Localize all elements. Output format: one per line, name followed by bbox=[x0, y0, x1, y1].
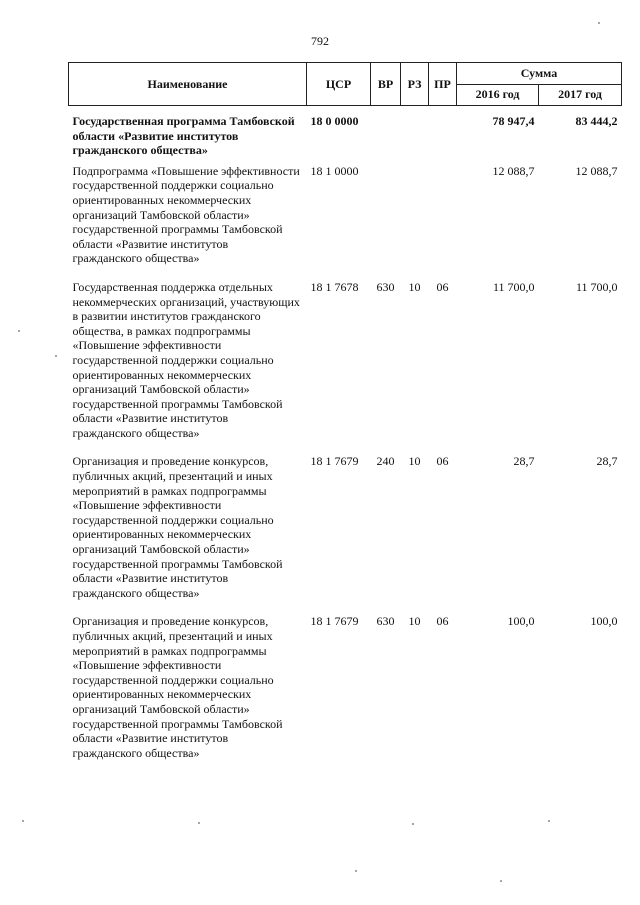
row-name: Государственная поддержка отдельных некоммерческих организаций, участвующих в развитии институтов гражданского общества, в рамках подпрограммы «Повышение эффективности государственной поддержки социально ориентированных некоммерческих организаций Тамбовской области» государственной программы Тамбовской области «Развитие институтов гражданского общества» bbox=[72, 279, 300, 440]
row-sum-2016: 28,7 bbox=[513, 454, 535, 469]
row-sum-2017: 100,0 bbox=[590, 614, 618, 629]
row-pr: 06 bbox=[436, 279, 449, 294]
row-sum-2016: 11 700,0 bbox=[492, 279, 535, 294]
scan-speck bbox=[18, 330, 20, 332]
row-pr: 06 bbox=[436, 614, 449, 629]
header-name: Наименование bbox=[69, 63, 307, 106]
header-pr: ПР bbox=[429, 63, 457, 106]
row-pr bbox=[429, 164, 457, 280]
row-name: Подпрограмма «Повышение эффективности государственной поддержки социально ориентированных некоммерческих организаций Тамбовской области» государственной программы Тамбовской области «Развитие институтов гражданского общества» bbox=[72, 163, 300, 266]
table-row bbox=[69, 454, 622, 614]
row-csr: 18 1 7679 bbox=[310, 614, 359, 629]
row-sum-2016: 100,0 bbox=[507, 614, 535, 629]
row-vr bbox=[371, 106, 401, 164]
row-rz bbox=[401, 164, 429, 280]
page-number: 792 bbox=[311, 34, 329, 48]
row-vr: 240 bbox=[376, 454, 395, 469]
row-rz: 10 bbox=[408, 279, 421, 294]
row-rz: 10 bbox=[408, 454, 421, 469]
row-rz: 10 bbox=[408, 614, 421, 629]
row-rz bbox=[401, 106, 429, 164]
row-vr bbox=[371, 164, 401, 280]
scan-speck bbox=[412, 823, 414, 825]
table-row bbox=[69, 106, 622, 164]
row-sum-2017: 12 088,7 bbox=[575, 163, 618, 178]
row-name: Организация и проведение конкурсов, публичных акций, презентаций и иных мероприятий в рамках подпрограммы «Повышение эффективности государственной поддержки социально ориентированных некоммерческих организаций Тамбовской области» государственной программы Тамбовской области «Развитие институтов гражданского общества» bbox=[72, 454, 283, 600]
row-sum-2016: 12 088,7 bbox=[492, 163, 535, 178]
header-year-2016: 2016 год bbox=[457, 84, 539, 106]
row-vr: 630 bbox=[376, 279, 395, 294]
row-sum-2017: 11 700,0 bbox=[575, 279, 618, 294]
header-vr: ВР bbox=[371, 63, 401, 106]
header-rz: РЗ bbox=[401, 63, 429, 106]
header-sum: Сумма bbox=[457, 63, 622, 85]
row-name: Организация и проведение конкурсов, публичных акций, презентаций и иных мероприятий в рамках подпрограммы «Повышение эффективности государственной поддержки социально ориентированных некоммерческих организаций Тамбовской области» государственной программы Тамбовской области «Развитие институтов гражданского общества» bbox=[72, 614, 283, 760]
row-vr: 630 bbox=[376, 614, 395, 629]
scan-speck bbox=[598, 22, 600, 24]
table-header bbox=[69, 63, 622, 106]
row-csr: 18 1 0000 bbox=[310, 163, 359, 178]
row-sum-2017: 83 444,2 bbox=[575, 114, 618, 128]
row-pr bbox=[429, 106, 457, 164]
table-row bbox=[69, 280, 622, 455]
scan-speck bbox=[355, 870, 357, 872]
scan-speck bbox=[55, 355, 57, 357]
row-csr: 18 1 7679 bbox=[310, 454, 359, 469]
table-row bbox=[69, 164, 622, 280]
scan-speck bbox=[500, 880, 502, 882]
header-year-2017: 2017 год bbox=[539, 84, 622, 106]
row-csr: 18 0 0000 bbox=[310, 114, 359, 128]
table-row bbox=[69, 614, 622, 774]
row-name: Государственная программа Тамбовской области «Развитие институтов гражданского общества» bbox=[72, 114, 295, 158]
scan-speck bbox=[22, 820, 24, 822]
budget-table bbox=[68, 62, 622, 774]
row-pr: 06 bbox=[436, 454, 449, 469]
row-csr: 18 1 7678 bbox=[310, 279, 359, 294]
row-sum-2017: 28,7 bbox=[596, 454, 618, 469]
row-sum-2016: 78 947,4 bbox=[492, 114, 535, 128]
scan-speck bbox=[548, 820, 550, 822]
scan-speck bbox=[198, 822, 200, 824]
header-csr: ЦСР bbox=[307, 63, 371, 106]
